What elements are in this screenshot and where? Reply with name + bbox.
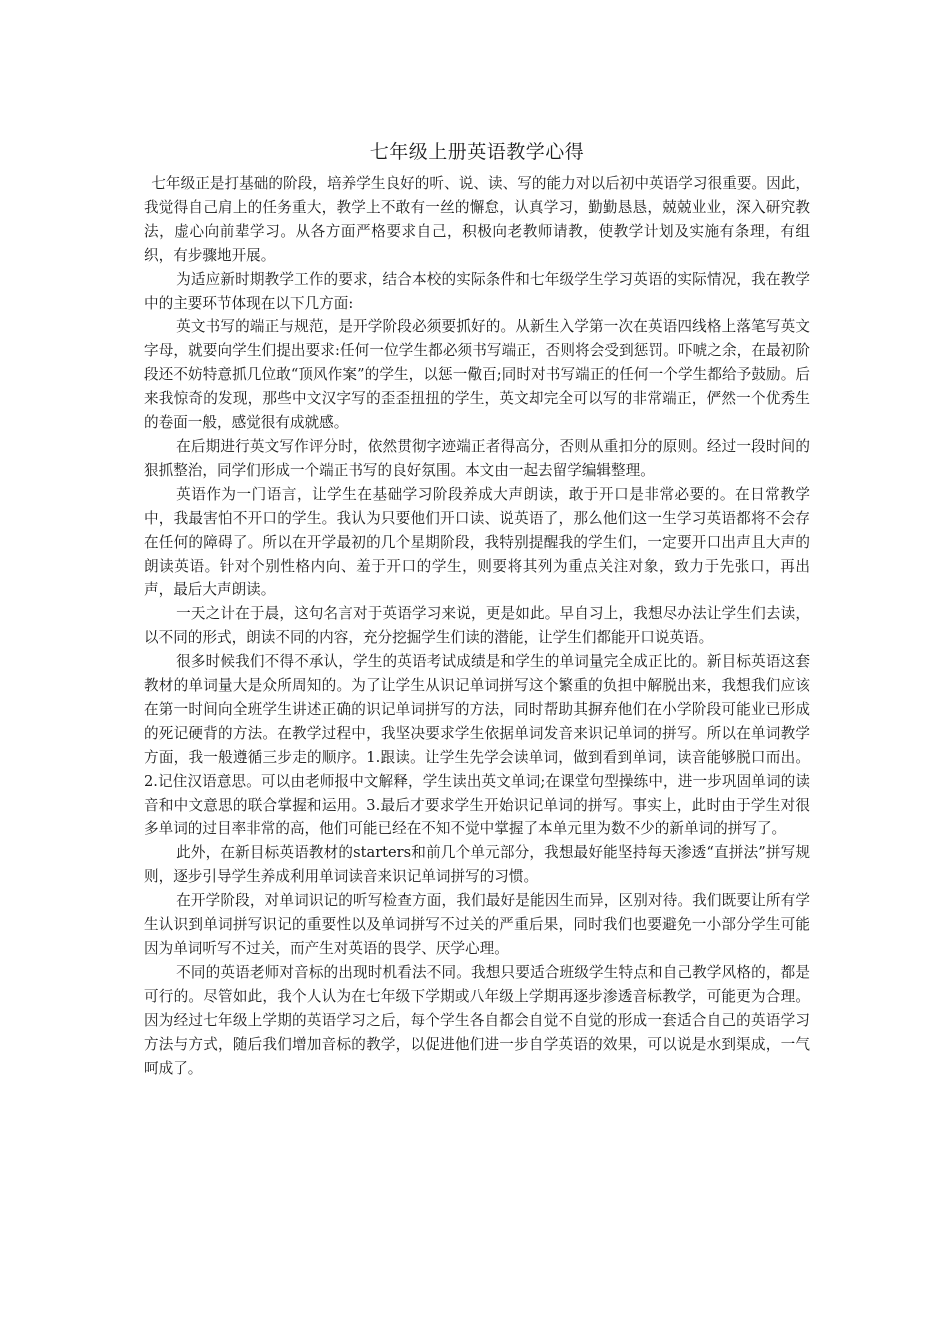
paragraph-phonetic-symbols: 不同的英语老师对音标的出现时机看法不同。我想只要适合班级学生特点和自己教学风格的，都是可行的。尽管如此，我个人认为在七年级下学期或八年级上学期再逐步渗透音标教学，可能更为合理。因为经过七年级上学期的英语学习之后，每个学生各自都会自觉不自觉的形成一套适合自己的英语学习方法与方式，随后我们增加音标的教学，以促进他们进一步自学英语的效果，可以说是水到渠成，一气呵成了。 xyxy=(144,963,810,1077)
paragraph-vocabulary: 很多时候我们不得不承认，学生的英语考试成绩是和学生的单词量完全成正比的。新目标英语这套教材的单词量大是众所周知的。为了让学生从识记单词拼写这个繁重的负担中解脱出来，我想我们应该在第一时间向全班学生讲述正确的识记单词拼写的方法，同时帮助其摒弃他们在小学阶段可能业已形成的死记硬背的方法。在教学过程中，我坚决要求学生依据单词发音来识记单词的拼写。所以在单词教学方面，我一般遵循三步走的顺序。1.跟读。让学生先学会读单词，做到看到单词，读音能够脱口而出。2.记住汉语意思。可以由老师报中文解释，学生读出英文单词;在课堂句型操练中，进一步巩固单词的读音和中文意思的联合掌握和运用。3.最后才要求学生开始识记单词的拼写。事实上，此时由于学生对很多单词的过目率非常的高，他们可能已经在不知不觉中掌握了本单元里为数不少的新单词的拼写了。 xyxy=(144,653,810,838)
document-page xyxy=(144,138,810,1080)
paragraph-context: 为适应新时期教学工作的要求，结合本校的实际条件和七年级学生学习英语的实际情况，我在教学中的主要环节体现在以下几方面: xyxy=(144,270,810,312)
paragraph-writing-grading: 在后期进行英文写作评分时，依然贯彻字迹端正者得高分，否则从重扣分的原则。经过一段时间的狠抓整治，同学们形成一个端正书写的良好氛围。本文由一起去留学编辑整理。 xyxy=(144,437,810,479)
paragraph-phonics: 此外，在新目标英语教材的starters和前几个单元部分，我想最好能坚持每天渗透“直拼法”拼写规则，逐步引导学生养成利用单词读音来识记单词拼写的习惯。 xyxy=(144,844,810,886)
paragraph-handwriting: 英文书写的端正与规范，是开学阶段必须要抓好的。从新生入学第一次在英语四线格上落笔写英文字母，就要向学生们提出要求:任何一位学生都必须书写端正，否则将会受到惩罚。吓唬之余，在最初阶段还不妨特意抓几位敢“顶风作案”的学生，以惩一儆百;同时对书写端正的任何一个学生都给予鼓励。后来我惊奇的发现，那些中文汉字写的歪歪扭扭的学生，英文却完全可以写的非常端正，俨然一个优秀生的卷面一般，感觉很有成就感。 xyxy=(144,318,810,432)
paragraph-reading-aloud: 英语作为一门语言，让学生在基础学习阶段养成大声朗读，敢于开口是非常必要的。在日常教学中，我最害怕不开口的学生。我认为只要他们开口读、说英语了，那么他们这一生学习英语都将不会存在任何的障碍了。所以在开学最初的几个星期阶段，我特别提醒我的学生们，一定要开口出声且大声的朗读英语。针对个别性格内向、羞于开口的学生，则要将其列为重点关注对象，致力于先张口，再出声，最后大声朗读。 xyxy=(144,485,810,599)
paragraph-dictation: 在开学阶段，对单词识记的听写检查方面，我们最好是能因生而异，区别对待。我们既要让所有学生认识到单词拼写识记的重要性以及单词拼写不过关的严重后果，同时我们也要避免一小部分学生可能因为单词听写不过关，而产生对英语的畏学、厌学心理。 xyxy=(144,892,810,957)
document-title: 七年级上册英语教学心得 xyxy=(369,141,585,163)
paragraph-morning-reading: 一天之计在于晨，这句名言对于英语学习来说，更是如此。早自习上，我想尽办法让学生们去读，以不同的形式，朗读不同的内容，充分挖掘学生们读的潜能，让学生们都能开口说英语。 xyxy=(144,605,810,647)
paragraph-intro: 七年级正是打基础的阶段，培养学生良好的听、说、读、写的能力对以后初中英语学习很重要。因此，我觉得自己肩上的任务重大，教学上不敢有一丝的懈怠，认真学习，勤勤恳恳，兢兢业业，深入研究教法，虚心向前辈学习。从各方面严格要求自己，积极向老教师请教，使教学计划及实施有条理，有组织，有步骤地开展。 xyxy=(144,175,810,264)
